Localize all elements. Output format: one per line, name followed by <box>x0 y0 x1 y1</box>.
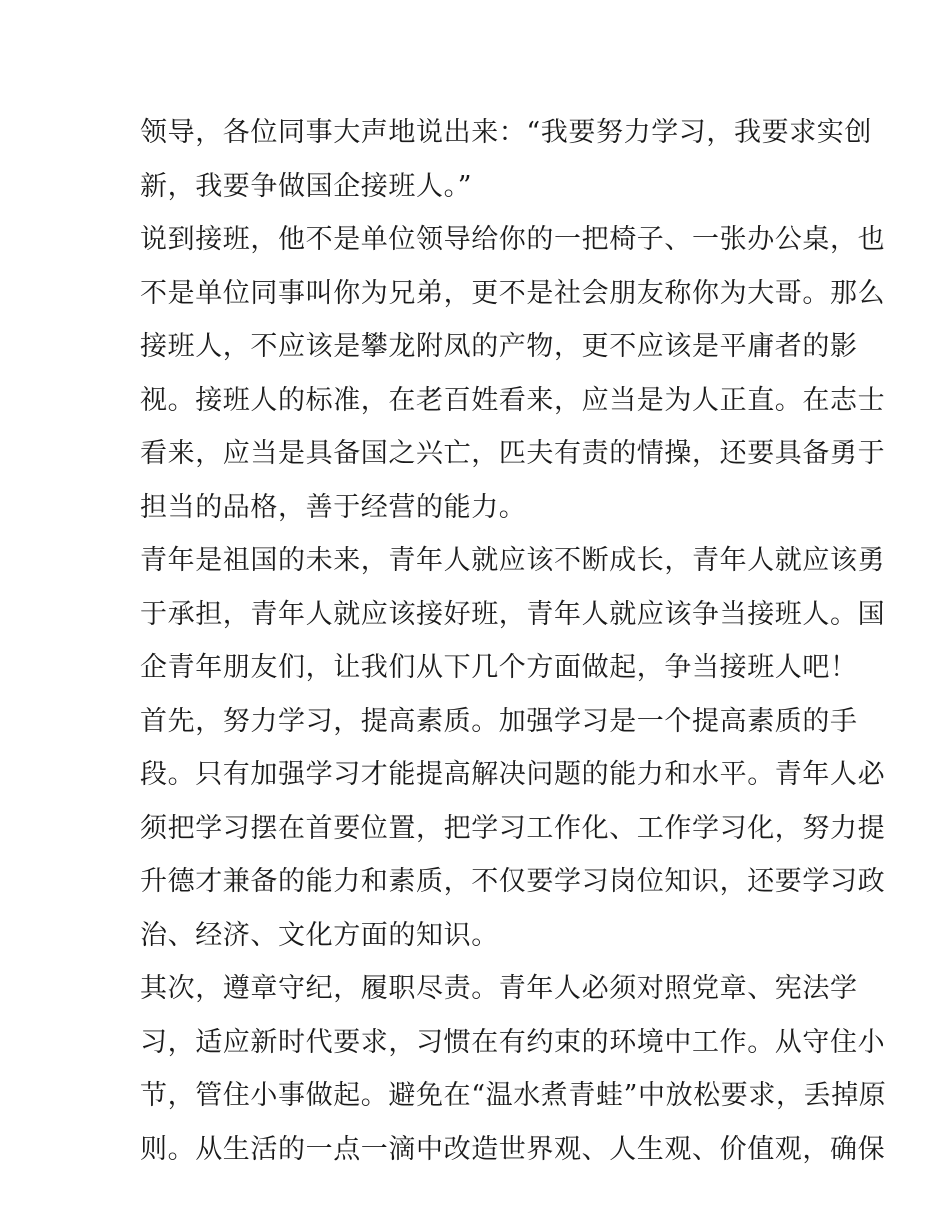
text-line: 首先，努力学习，提高素质。加强学习是一个提高素质的手 <box>140 705 858 737</box>
text-line: 须把学习摆在首要位置，把学习工作化、工作学习化，努力提 <box>140 812 886 844</box>
text-line: 看来，应当是具备国之兴亡，匹夫有责的情操，还要具备勇于 <box>140 438 886 469</box>
text-line: 企青年朋友们，让我们从下几个方面做起，争当接班人吧！ <box>140 652 858 683</box>
text-line: 青年是祖国的未来，青年人就应该不断成长，青年人就应该勇 <box>140 545 886 576</box>
text-line: 领导，各位同事大声地说出来：“我要努力学习，我要求实创 <box>140 117 873 148</box>
text-line: 新，我要争做国企接班人。” <box>140 170 473 202</box>
document-body <box>140 106 887 1176</box>
text-line: 说到接班，他不是单位领导给你的一把椅子、一张办公桌，也 <box>140 224 886 255</box>
text-line: 其次，遵章守纪，履职尽责。青年人必须对照党章、宪法学 <box>140 973 858 1004</box>
text-line: 视。接班人的标准，在老百姓看来，应当是为人正直。在志士 <box>140 384 886 416</box>
text-line: 治、经济、文化方面的知识。 <box>140 919 499 951</box>
text-line: 段。只有加强学习才能提高解决问题的能力和水平。青年人必 <box>140 759 886 790</box>
text-line: 则。从生活的一点一滴中改造世界观、人生观、价值观，确保 <box>140 1133 886 1165</box>
text-line: 不是单位同事叫你为兄弟，更不是社会朋友称你为大哥。那么 <box>140 277 886 309</box>
text-line: 节，管住小事做起。避免在“温水煮青蛙”中放松要求，丢掉原 <box>140 1080 887 1111</box>
text-line: 于承担，青年人就应该接好班，青年人就应该争当接班人。国 <box>140 598 886 630</box>
text-line: 接班人，不应该是攀龙附凤的产物，更不应该是平庸者的影 <box>140 331 858 362</box>
text-line: 习，适应新时代要求，习惯在有约束的环境中工作。从守住小 <box>140 1026 886 1058</box>
text-line: 担当的品格，善于经营的能力。 <box>140 491 527 523</box>
text-line: 升德才兼备的能力和素质，不仅要学习岗位知识，还要学习政 <box>140 866 886 897</box>
